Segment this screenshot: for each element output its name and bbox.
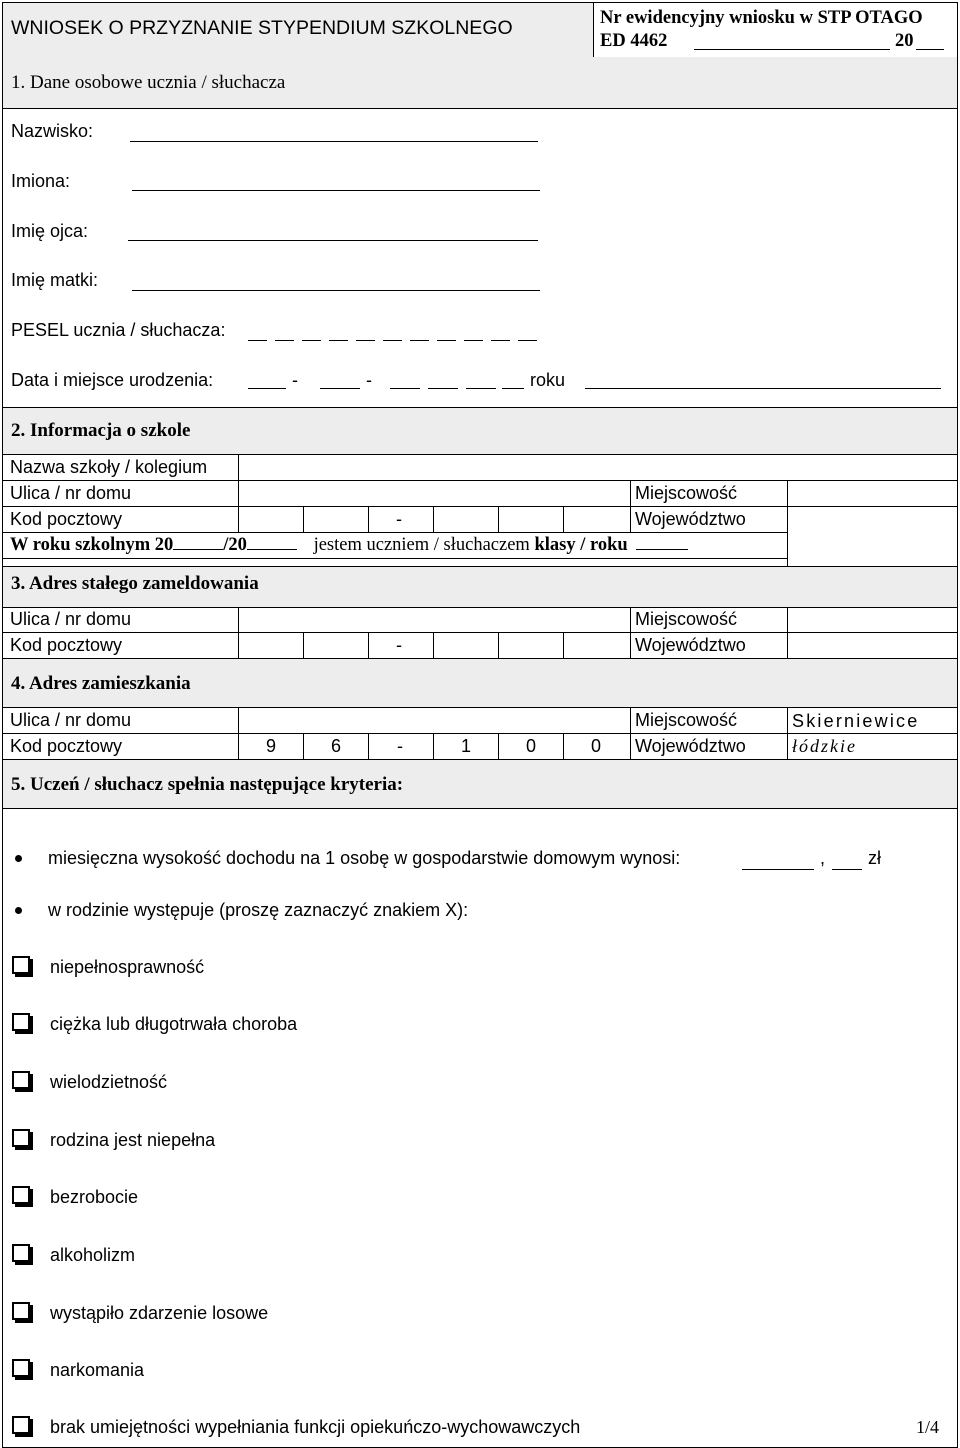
registered-city-label: Miejscowość [635, 609, 738, 629]
school-year-text [10, 535, 688, 556]
school-year-to-field[interactable] [247, 535, 297, 550]
birth-dash: - [366, 370, 372, 390]
school-city-label: Miejscowość [635, 483, 738, 503]
school-city-field[interactable] [789, 482, 956, 505]
checkbox-icon[interactable] [12, 1302, 30, 1320]
birth-year-digit[interactable] [390, 388, 420, 389]
residence-city-label: Miejscowość [635, 710, 738, 730]
section3-heading: 3. Adres stałego zameldowania [11, 573, 259, 594]
section2-heading: 2. Informacja o szkole [11, 420, 191, 441]
school-name-field[interactable] [240, 456, 956, 479]
form-title: WNIOSEK O PRZYZNANIE STYPENDIUM SZKOLNEGO [11, 17, 513, 39]
residence-postal-label: Kod pocztowy [10, 736, 123, 756]
pesel-digit[interactable] [302, 340, 321, 341]
school-postal-label: Kod pocztowy [10, 509, 123, 529]
registered-voivodeship-label: Województwo [635, 635, 746, 655]
school-voivodeship-label: Województwo [635, 509, 746, 529]
pesel-digit[interactable] [329, 340, 348, 341]
section1-body [2, 108, 958, 408]
registry-number-field[interactable] [694, 49, 890, 50]
school-street-field[interactable] [240, 482, 628, 505]
postal-digit[interactable]: 0 [591, 736, 602, 756]
criterion-label: ciężka lub długotrwała choroba [50, 1014, 298, 1034]
school-name-label: Nazwa szkoły / kolegium [10, 457, 208, 477]
birth-year-digit[interactable] [428, 388, 458, 389]
registry-year: 20 [895, 31, 914, 51]
checkbox-icon[interactable] [12, 1359, 30, 1377]
criterion-label: wielodzietność [50, 1072, 168, 1092]
checkbox-icon[interactable] [12, 956, 30, 974]
postal-digit[interactable]: 1 [461, 736, 472, 756]
residence-voivodeship-value[interactable]: łódzkie [792, 736, 857, 756]
income-text: miesięczna wysokość dochodu na 1 osobę w gospodarstwie domowym wynosi: [48, 848, 681, 868]
postal-digit[interactable]: 6 [331, 736, 342, 756]
registered-street-label: Ulica / nr domu [10, 609, 132, 629]
school-postal-dash: - [396, 509, 402, 529]
registry-label: Nr ewidencyjny wniosku w STP OTAGO [600, 8, 923, 28]
registered-city-field[interactable] [789, 608, 956, 631]
surname-field[interactable] [130, 141, 538, 142]
registered-voivodeship-field[interactable] [789, 634, 956, 657]
checkbox-icon[interactable] [12, 1244, 30, 1262]
pesel-label: PESEL ucznia / słuchacza: [11, 320, 226, 340]
registered-street-field[interactable] [240, 608, 628, 631]
income-comma: , [820, 848, 826, 868]
checkbox-icon[interactable] [12, 1071, 30, 1089]
postal-digit[interactable]: 0 [526, 736, 537, 756]
pesel-digit[interactable] [437, 340, 456, 341]
registry-year-field[interactable] [916, 49, 944, 50]
pesel-digit[interactable] [464, 340, 483, 341]
birth-month-field[interactable] [320, 388, 360, 389]
pesel-digit[interactable] [410, 340, 429, 341]
bullet-icon [15, 855, 22, 862]
birth-place-field[interactable] [585, 388, 941, 389]
residence-street-field[interactable] [240, 709, 628, 732]
checkbox-icon[interactable] [12, 1129, 30, 1147]
registry-prefix: ED 4462 [600, 31, 668, 51]
birth-year-digit[interactable] [502, 388, 524, 389]
criterion-label: niepełnosprawność [50, 957, 205, 977]
year-text-b: /20 [223, 535, 247, 555]
criterion-label: rodzina jest niepełna [50, 1130, 216, 1150]
pesel-digit[interactable] [491, 340, 510, 341]
criterion-label: alkoholizm [50, 1245, 136, 1265]
criterion-label: brak umiejętności wypełniania funkcji opiekuńczo-wychowawczych [50, 1417, 581, 1437]
income-whole-field[interactable] [742, 869, 814, 870]
school-year-from-field[interactable] [173, 535, 223, 550]
school-street-label: Ulica / nr domu [10, 483, 132, 503]
year-text-c: jestem uczniem / słuchaczem [313, 535, 530, 555]
pesel-digit[interactable] [383, 340, 402, 341]
family-text: w rodzinie występuje (proszę zaznaczyć znakiem X): [48, 900, 469, 920]
income-fraction-field[interactable] [832, 869, 862, 870]
birth-label: Data i miejsce urodzenia: [11, 370, 214, 390]
father-name-field[interactable] [128, 240, 538, 241]
birth-year-digit[interactable] [466, 388, 496, 389]
school-voivodeship-field[interactable] [789, 508, 956, 531]
section4-heading: 4. Adres zamieszkania [11, 673, 191, 694]
pesel-digit[interactable] [275, 340, 294, 341]
birth-dash: - [292, 370, 298, 390]
residence-street-label: Ulica / nr domu [10, 710, 132, 730]
postal-digit[interactable]: 9 [266, 736, 277, 756]
mother-name-field[interactable] [132, 290, 540, 291]
criterion-label: bezrobocie [50, 1187, 139, 1207]
registered-postal-dash: - [396, 635, 402, 655]
first-names-field[interactable] [132, 190, 540, 191]
year-text-d: klasy / roku [534, 535, 628, 555]
father-name-label: Imię ojca: [11, 221, 89, 241]
page-number: 1/4 [916, 1417, 940, 1437]
birth-day-field[interactable] [248, 388, 286, 389]
surname-label: Nazwisko: [11, 121, 94, 141]
residence-city-value[interactable]: Skierniewice [792, 711, 920, 731]
registered-postal-label: Kod pocztowy [10, 635, 123, 655]
pesel-digit[interactable] [356, 340, 375, 341]
birth-roku: roku [530, 370, 566, 390]
mother-name-label: Imię matki: [11, 270, 99, 290]
section1-heading: 1. Dane osobowe ucznia / słuchacza [11, 72, 286, 93]
checkbox-icon[interactable] [12, 1013, 30, 1031]
section5-heading: 5. Uczeń / słuchacz spełnia następujące kryteria: [11, 774, 404, 795]
bullet-icon [15, 907, 22, 914]
pesel-digit[interactable] [248, 340, 267, 341]
income-currency: zł [868, 848, 881, 868]
postal-digit: - [397, 736, 403, 756]
year-text-a: W roku szkolnym 20 [10, 535, 174, 555]
checkbox-icon[interactable] [12, 1416, 30, 1434]
residence-voivodeship-label: Województwo [635, 736, 746, 756]
class-field[interactable] [636, 535, 688, 550]
criterion-label: wystąpiło zdarzenie losowe [50, 1303, 269, 1323]
criterion-label: narkomania [50, 1360, 145, 1380]
checkbox-icon[interactable] [12, 1186, 30, 1204]
pesel-digit[interactable] [518, 340, 537, 341]
first-names-label: Imiona: [11, 171, 71, 191]
